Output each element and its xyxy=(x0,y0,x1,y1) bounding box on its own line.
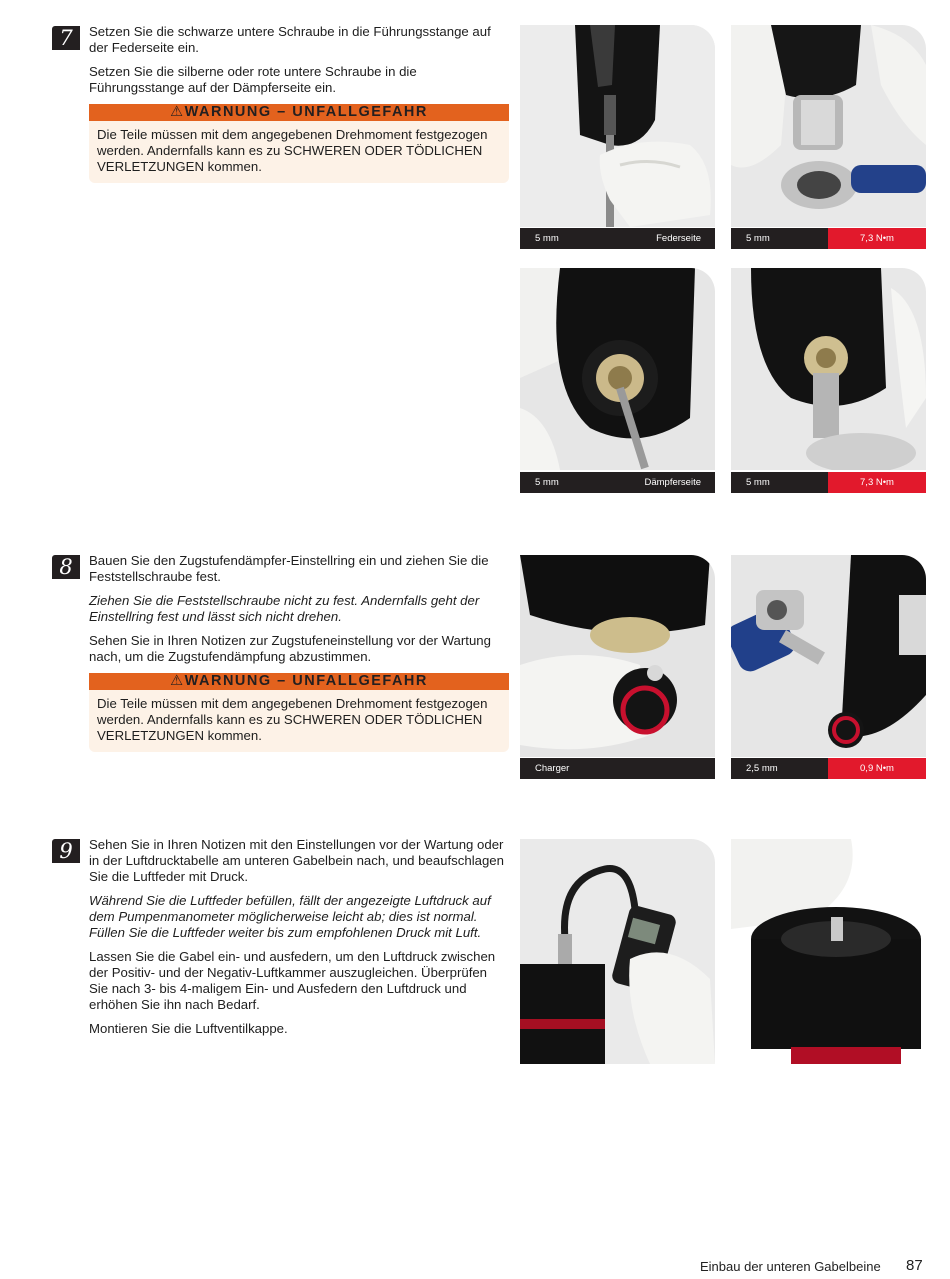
tool-size-label: 5 mm xyxy=(746,233,770,244)
photo-rebound-set-screw-torque xyxy=(731,555,926,757)
warning-box xyxy=(89,104,509,183)
step-9-text xyxy=(89,837,509,1045)
step-9-paragraph-2: Während Sie die Luftfeder befüllen, fällt der angezeigte Luftdruck auf dem Pumpenmanometer möglicherweise leicht ab; dies ist normal. Füllen Sie die Luftfeder weiter bis zum empfohlenen Druck mit Luft. xyxy=(89,893,491,940)
torque-label: 7,3 N•m xyxy=(828,228,926,249)
tool-size-label: 5 mm xyxy=(535,477,559,488)
side-label: Federseite xyxy=(656,233,701,244)
photo-damper-side-torque xyxy=(731,268,926,470)
photo-caption xyxy=(731,758,926,779)
photo-air-pump-inflate xyxy=(520,839,715,1064)
step-number-badge: 9 xyxy=(52,839,80,863)
step-8-paragraph-2: Ziehen Sie die Feststellschraube nicht zu fest. Andernfalls geht der Einstellring fest und lässt sich nicht drehen. xyxy=(89,593,480,624)
step-8-paragraph-3: Sehen Sie in Ihren Notizen zur Zugstufeneinstellung vor der Wartung nach, um die Zugstufendämpfung abzustimmen. xyxy=(89,633,491,664)
step-9-paragraph-3: Lassen Sie die Gabel ein- und ausfedern, um den Luftdruck zwischen der Positiv- und der Negativ-Luftkammer auszugleichen. Überprüfen Sie nach 3- bis 4-maligem Ein- und Ausfedern den Luftdruck und erhöhen Sie ihn nach Bedarf. xyxy=(89,949,496,1012)
step-7-paragraph-2: Setzen Sie die silberne oder rote untere Schraube in die Führungsstange auf der Dämpferseite ein. xyxy=(89,64,417,95)
photo-spring-side-torque xyxy=(731,25,926,227)
step-9-paragraph-1: Sehen Sie in Ihren Notizen mit den Einstellungen vor der Wartung oder in der Luftdrucktabelle am unteren Gabelbein nach, und beaufschlagen Sie die Luftfeder mit Druck. xyxy=(89,837,504,884)
tool-label: Charger xyxy=(535,763,570,774)
photo-damper-side-bolt-insert xyxy=(520,268,715,470)
warning-title: ⚠WARNUNG – UNFALLGEFAHR xyxy=(89,673,509,690)
torque-label: 0,9 N•m xyxy=(828,758,926,779)
photo-air-valve-cap xyxy=(731,839,926,1064)
step-7-paragraph-1: Setzen Sie die schwarze untere Schraube in die Führungsstange auf der Federseite ein. xyxy=(89,24,491,55)
step-number-badge: 7 xyxy=(52,26,80,50)
page-number: 87 xyxy=(906,1257,923,1274)
warning-title: ⚠WARNUNG – UNFALLGEFAHR xyxy=(89,104,509,121)
step-8-text xyxy=(89,553,509,752)
photo-spring-side-bolt-insert xyxy=(520,25,715,227)
side-label: Dämpferseite xyxy=(644,477,701,488)
step-8-paragraph-1: Bauen Sie den Zugstufendämpfer-Einstellring ein und ziehen Sie die Feststellschraube fest. xyxy=(89,553,489,584)
footer-section-title: Einbau der unteren Gabelbeine xyxy=(700,1259,881,1274)
photo-caption xyxy=(731,228,926,249)
photo-rebound-ring-install xyxy=(520,555,715,757)
step-9-paragraph-4: Montieren Sie die Luftventilkappe. xyxy=(89,1021,288,1036)
warning-body: Die Teile müssen mit dem angegebenen Drehmoment festgezogen werden. Andernfalls kann es zu SCHWEREN ODER TÖDLICHEN VERLETZUNGEN kommen. xyxy=(89,690,509,752)
step-7-text xyxy=(89,24,509,183)
step-number-badge: 8 xyxy=(52,555,80,579)
tool-size-label: 5 mm xyxy=(746,477,770,488)
tool-size-label: 5 mm xyxy=(535,233,559,244)
tool-size-label: 2,5 mm xyxy=(746,763,778,774)
warning-body: Die Teile müssen mit dem angegebenen Drehmoment festgezogen werden. Andernfalls kann es zu SCHWEREN ODER TÖDLICHEN VERLETZUNGEN kommen. xyxy=(89,121,509,183)
photo-caption xyxy=(520,758,715,779)
torque-label: 7,3 N•m xyxy=(828,472,926,493)
warning-box xyxy=(89,673,509,752)
photo-caption xyxy=(731,472,926,493)
photo-caption xyxy=(520,472,715,493)
photo-caption xyxy=(520,228,715,249)
